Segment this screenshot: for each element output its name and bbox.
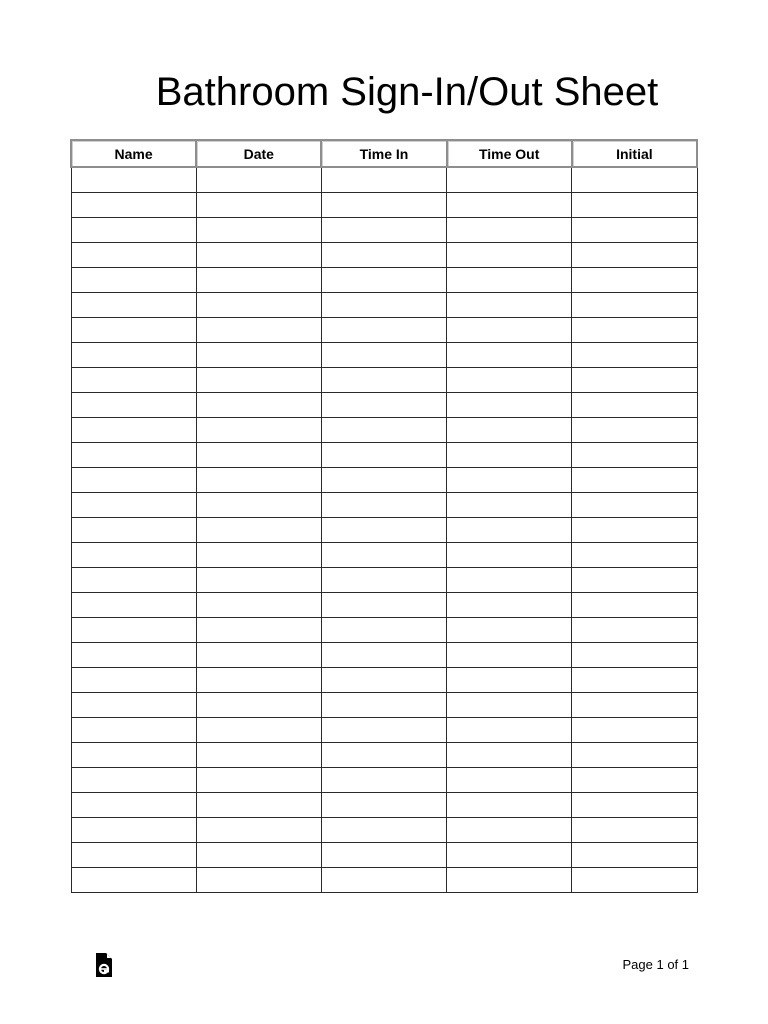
cell-initial[interactable] (572, 643, 697, 668)
cell-name[interactable] (71, 718, 196, 743)
cell-time-out[interactable] (447, 618, 572, 643)
cell-initial[interactable] (572, 418, 697, 443)
table-row (71, 793, 697, 818)
sheet-title: Bathroom Sign-In/Out Sheet (155, 70, 659, 114)
cell-time-in[interactable] (321, 693, 446, 718)
table-row (71, 167, 697, 193)
column-header-date: Date (196, 140, 321, 167)
cell-initial[interactable] (572, 293, 697, 318)
cell-time-in[interactable] (321, 493, 446, 518)
column-header-time-in: Time In (321, 140, 446, 167)
cell-date[interactable] (196, 518, 321, 543)
cell-time-out[interactable] (447, 693, 572, 718)
cell-time-out[interactable] (447, 243, 572, 268)
cell-initial[interactable] (572, 393, 697, 418)
table-row (71, 518, 697, 543)
cell-date[interactable] (196, 693, 321, 718)
table-row (71, 218, 697, 243)
cell-time-in[interactable] (321, 793, 446, 818)
cell-date[interactable] (196, 743, 321, 768)
cell-name[interactable] (71, 643, 196, 668)
cell-time-in[interactable] (321, 318, 446, 343)
cell-date[interactable] (196, 868, 321, 893)
cell-date[interactable] (196, 368, 321, 393)
table-row (71, 543, 697, 568)
page-number: Page 1 of 1 (622, 957, 689, 972)
table-row (71, 193, 697, 218)
cell-initial[interactable] (572, 568, 697, 593)
sign-in-out-table (70, 139, 698, 893)
cell-date[interactable] (196, 418, 321, 443)
table-row (71, 493, 697, 518)
cell-initial[interactable] (572, 743, 697, 768)
cell-time-out[interactable] (447, 368, 572, 393)
cell-date[interactable] (196, 568, 321, 593)
cell-time-in[interactable] (321, 818, 446, 843)
cell-time-in[interactable] (321, 543, 446, 568)
cell-time-in[interactable] (321, 518, 446, 543)
cell-initial[interactable] (572, 668, 697, 693)
table-row (71, 593, 697, 618)
table-row (71, 368, 697, 393)
cell-name[interactable] (71, 743, 196, 768)
cell-initial[interactable] (572, 268, 697, 293)
cell-initial[interactable] (572, 368, 697, 393)
cell-initial[interactable] (572, 868, 697, 893)
table-row (71, 243, 697, 268)
cell-name[interactable] (71, 618, 196, 643)
cell-name[interactable] (71, 543, 196, 568)
table-row (71, 718, 697, 743)
cell-initial[interactable] (572, 443, 697, 468)
cell-date[interactable] (196, 718, 321, 743)
cell-name[interactable] (71, 668, 196, 693)
table-row (71, 293, 697, 318)
cell-time-out[interactable] (447, 593, 572, 618)
cell-time-out[interactable] (447, 418, 572, 443)
cell-time-out[interactable] (447, 743, 572, 768)
cell-initial[interactable] (572, 193, 697, 218)
cell-time-in[interactable] (321, 743, 446, 768)
cell-time-out[interactable] (447, 518, 572, 543)
cell-time-in[interactable] (321, 443, 446, 468)
table-row (71, 843, 697, 868)
table-row (71, 618, 697, 643)
cell-initial[interactable] (572, 693, 697, 718)
cell-time-out[interactable] (447, 768, 572, 793)
cell-name[interactable] (71, 793, 196, 818)
table-row (71, 768, 697, 793)
cell-name[interactable] (71, 468, 196, 493)
cell-date[interactable] (196, 818, 321, 843)
cell-time-in[interactable] (321, 243, 446, 268)
cell-name[interactable] (71, 167, 196, 193)
cell-initial[interactable] (572, 818, 697, 843)
cell-date[interactable] (196, 643, 321, 668)
cell-name[interactable] (71, 368, 196, 393)
cell-time-out[interactable] (447, 343, 572, 368)
cell-date[interactable] (196, 668, 321, 693)
cell-initial[interactable] (572, 718, 697, 743)
cell-initial[interactable] (572, 543, 697, 568)
column-header-name: Name (71, 140, 196, 167)
cell-name[interactable] (71, 518, 196, 543)
cell-name[interactable] (71, 243, 196, 268)
cell-time-out[interactable] (447, 643, 572, 668)
cell-time-out[interactable] (447, 218, 572, 243)
cell-date[interactable] (196, 293, 321, 318)
table-row (71, 818, 697, 843)
cell-time-out[interactable] (447, 668, 572, 693)
cell-name[interactable] (71, 568, 196, 593)
cell-date[interactable] (196, 843, 321, 868)
cell-time-out[interactable] (447, 818, 572, 843)
cell-time-in[interactable] (321, 843, 446, 868)
table-row (71, 743, 697, 768)
cell-initial[interactable] (572, 618, 697, 643)
table-row (71, 443, 697, 468)
cell-date[interactable] (196, 443, 321, 468)
cell-name[interactable] (71, 493, 196, 518)
cell-date[interactable] (196, 193, 321, 218)
cell-name[interactable] (71, 843, 196, 868)
cell-date[interactable] (196, 768, 321, 793)
cell-time-out[interactable] (447, 393, 572, 418)
cell-time-out[interactable] (447, 443, 572, 468)
cell-time-in[interactable] (321, 768, 446, 793)
cell-name[interactable] (71, 293, 196, 318)
table-body (71, 167, 697, 893)
cell-time-in[interactable] (321, 167, 446, 193)
table-row (71, 868, 697, 893)
cell-time-in[interactable] (321, 668, 446, 693)
cell-date[interactable] (196, 543, 321, 568)
cell-date[interactable] (196, 167, 321, 193)
table-row (71, 343, 697, 368)
cell-name[interactable] (71, 218, 196, 243)
table-row (71, 643, 697, 668)
cell-time-in[interactable] (321, 418, 446, 443)
cell-time-out[interactable] (447, 543, 572, 568)
cell-name[interactable] (71, 443, 196, 468)
cell-name[interactable] (71, 393, 196, 418)
cell-time-in[interactable] (321, 468, 446, 493)
cell-initial[interactable] (572, 318, 697, 343)
cell-initial[interactable] (572, 468, 697, 493)
cell-initial[interactable] (572, 218, 697, 243)
cell-time-in[interactable] (321, 643, 446, 668)
cell-name[interactable] (71, 818, 196, 843)
cell-time-out[interactable] (447, 493, 572, 518)
cell-date[interactable] (196, 218, 321, 243)
cell-time-out[interactable] (447, 468, 572, 493)
cell-time-out[interactable] (447, 793, 572, 818)
cell-time-out[interactable] (447, 868, 572, 893)
eforms-document-icon (94, 952, 114, 978)
cell-name[interactable] (71, 318, 196, 343)
cell-time-out[interactable] (447, 568, 572, 593)
cell-initial[interactable] (572, 243, 697, 268)
cell-time-in[interactable] (321, 393, 446, 418)
cell-initial[interactable] (572, 768, 697, 793)
table-row (71, 268, 697, 293)
cell-initial[interactable] (572, 793, 697, 818)
cell-date[interactable] (196, 393, 321, 418)
cell-time-in[interactable] (321, 268, 446, 293)
cell-time-in[interactable] (321, 293, 446, 318)
table-row (71, 693, 697, 718)
cell-initial[interactable] (572, 343, 697, 368)
cell-initial[interactable] (572, 493, 697, 518)
cell-date[interactable] (196, 793, 321, 818)
cell-time-out[interactable] (447, 318, 572, 343)
table-header-row (71, 140, 697, 167)
cell-name[interactable] (71, 193, 196, 218)
cell-name[interactable] (71, 768, 196, 793)
cell-time-in[interactable] (321, 618, 446, 643)
cell-time-out[interactable] (447, 843, 572, 868)
cell-date[interactable] (196, 468, 321, 493)
cell-name[interactable] (71, 268, 196, 293)
table-row (71, 468, 697, 493)
cell-date[interactable] (196, 343, 321, 368)
table-row (71, 668, 697, 693)
cell-time-out[interactable] (447, 293, 572, 318)
cell-initial[interactable] (572, 167, 697, 193)
cell-time-out[interactable] (447, 167, 572, 193)
table-row (71, 393, 697, 418)
cell-initial[interactable] (572, 593, 697, 618)
cell-time-in[interactable] (321, 568, 446, 593)
cell-time-in[interactable] (321, 343, 446, 368)
cell-date[interactable] (196, 268, 321, 293)
cell-name[interactable] (71, 593, 196, 618)
column-header-time-out: Time Out (447, 140, 572, 167)
cell-initial[interactable] (572, 843, 697, 868)
cell-time-out[interactable] (447, 718, 572, 743)
cell-name[interactable] (71, 868, 196, 893)
cell-initial[interactable] (572, 518, 697, 543)
cell-name[interactable] (71, 418, 196, 443)
cell-date[interactable] (196, 618, 321, 643)
table-row (71, 318, 697, 343)
cell-time-in[interactable] (321, 718, 446, 743)
cell-time-in[interactable] (321, 218, 446, 243)
cell-name[interactable] (71, 343, 196, 368)
cell-time-in[interactable] (321, 868, 446, 893)
cell-time-out[interactable] (447, 193, 572, 218)
table-row (71, 568, 697, 593)
cell-date[interactable] (196, 243, 321, 268)
cell-date[interactable] (196, 493, 321, 518)
column-header-initial: Initial (572, 140, 697, 167)
cell-time-in[interactable] (321, 593, 446, 618)
cell-time-in[interactable] (321, 368, 446, 393)
cell-time-out[interactable] (447, 268, 572, 293)
cell-time-in[interactable] (321, 193, 446, 218)
table-row (71, 418, 697, 443)
cell-date[interactable] (196, 593, 321, 618)
cell-date[interactable] (196, 318, 321, 343)
cell-name[interactable] (71, 693, 196, 718)
